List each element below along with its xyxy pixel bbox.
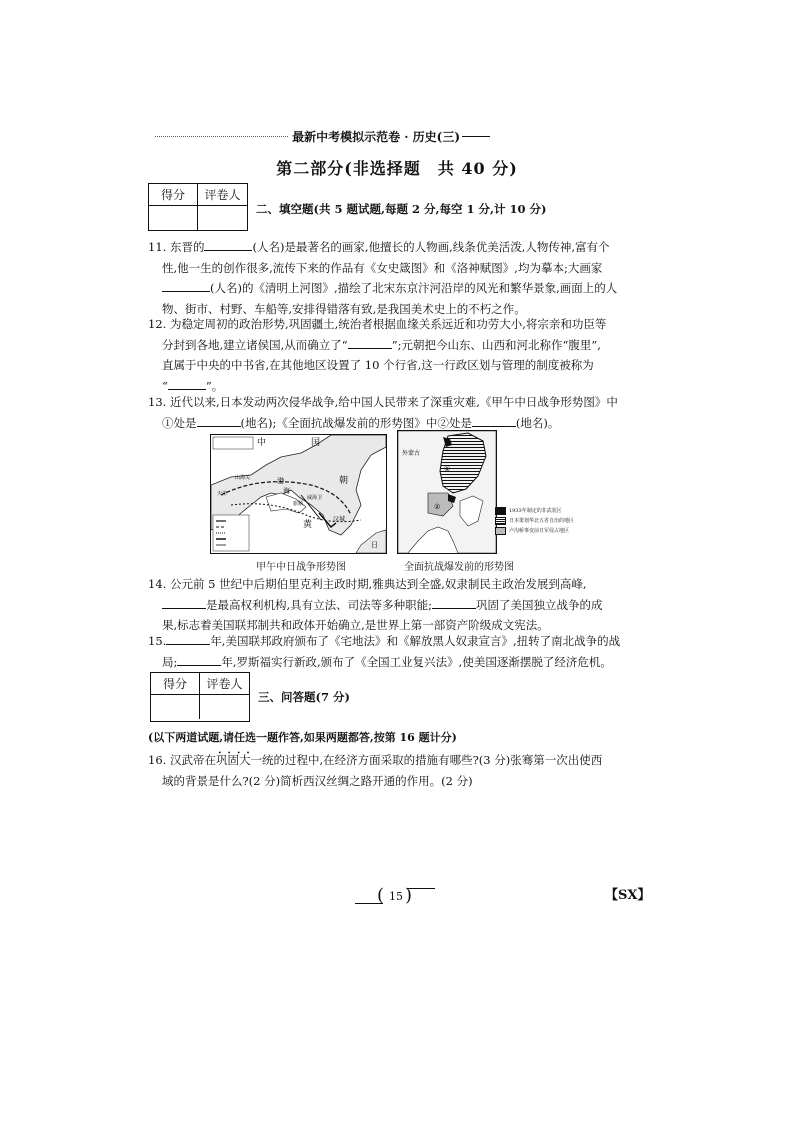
svg-text:②: ② xyxy=(434,503,441,511)
score-cell xyxy=(151,695,200,719)
answer-blank xyxy=(168,377,206,390)
answer-blank xyxy=(432,596,476,609)
score-label: 得分 xyxy=(149,184,198,206)
answer-blank xyxy=(204,238,252,251)
svg-text:旅顺: 旅顺 xyxy=(293,501,304,507)
header-dotted-rule xyxy=(155,136,288,137)
svg-text:天津: 天津 xyxy=(217,491,228,497)
svg-text:山海关: 山海关 xyxy=(235,475,251,481)
answer-blank xyxy=(472,414,516,427)
map1-caption: 甲午中日战争形势图 xyxy=(256,562,346,573)
score-box-part2 xyxy=(148,183,248,231)
svg-text:外蒙古: 外蒙古 xyxy=(402,450,421,457)
svg-text:汉城: 汉城 xyxy=(333,516,346,523)
svg-text:黄: 黄 xyxy=(303,520,313,530)
grader-label: 评卷人 xyxy=(198,184,247,206)
svg-text:威海卫: 威海卫 xyxy=(307,495,323,501)
answer-blank xyxy=(166,632,210,645)
svg-text:朝: 朝 xyxy=(339,476,349,486)
svg-text:中: 中 xyxy=(257,438,267,448)
question-16: 16. 汉武帝在巩固大一统 • • • •的过程中,在经济方面采取的措施有哪些?(3 分)张骞第一次出使西 域的背景是什么?(2 分)简析西汉丝绸之路开通的作用。(2 分) xyxy=(148,750,644,791)
page-header xyxy=(155,128,490,145)
question-12: 12. 为稳定周初的政治形势,巩固疆土,统治者根据血缘关系远近和功劳大小,将宗亲和功臣等 分封到各地,建立诸侯国,从而确立了“ ”;元朝把今山东、山西和河北称作“腹里”, 直属于中央的中书省,在其他地区设置了 10 个行省,这一行政区划与管理的制度被称为 “ ”。 xyxy=(148,317,607,393)
sino-japanese-war-map xyxy=(210,434,387,554)
svg-text:渤: 渤 xyxy=(277,477,284,485)
legend-item: 卢沟桥事变前日军侵占地区 xyxy=(495,526,574,536)
map2-drawing xyxy=(398,431,496,553)
question-15: 15. 年,美国联邦政府颁布了《宅地法》和《解放黑人奴隶宣言》,扭转了南北战争的战 局; 年,罗斯福实行新政,颁布了《全国工业复兴法》,使美国逐渐摆脱了经济危机。 xyxy=(148,634,621,669)
edition-code: 【SX】 xyxy=(605,888,651,903)
map2-caption: 全面抗战爆发前的形势图 xyxy=(404,562,514,573)
legend-item: 1933年制定的非武装区 xyxy=(495,506,574,516)
grader-cell xyxy=(198,206,247,230)
part3-heading: 三、问答题(7 分) xyxy=(258,690,350,704)
page-number: ( 15 ) xyxy=(355,885,435,907)
svg-text:海: 海 xyxy=(283,487,290,495)
answer-blank xyxy=(197,414,241,427)
emphasis-text: 巩固大一统 • • • • xyxy=(216,753,274,767)
legend-item: 日本策划华北五省自治的地区 xyxy=(495,516,574,526)
map1-drawing xyxy=(211,435,386,553)
svg-text:国: 国 xyxy=(311,438,321,448)
pre-war-situation-map xyxy=(397,430,497,554)
section-title: 第二部分(非选择题 共 40 分) xyxy=(276,159,518,178)
answer-blank xyxy=(348,336,392,349)
score-box-part3 xyxy=(150,672,250,722)
header-title: 最新中考模拟示范卷 · 历史(三) xyxy=(292,130,460,144)
answer-blank xyxy=(177,653,221,666)
answer-instruction: (以下两道试题,请任选一题作答,如果两题都答,按第 16 题计分) xyxy=(148,731,457,744)
grader-cell xyxy=(200,695,249,719)
map2-legend xyxy=(495,506,574,536)
part2-heading: 二、填空题(共 5 题试题,每题 2 分,每空 1 分,计 10 分) xyxy=(256,202,547,216)
score-cell xyxy=(149,206,198,230)
header-rule xyxy=(462,136,490,137)
answer-blank xyxy=(162,596,206,609)
question-13: 13. 近代以来,日本发动两次侵华战争,给中国人民带来了深重灾难,《甲午中日战争形势图》中 ①处是 (地名);《全面抗战爆发前的形势图》中②处是 (地名)。 xyxy=(148,395,618,430)
svg-text:日: 日 xyxy=(371,541,378,549)
question-11: 11. 东晋的 (人名)是最著名的画家,他擅长的人物画,线条优美活泼,人物传神,富有个 性,他一生的创作很多,流传下来的作品有《女史箴图》和《洛神赋图》,均为摹本;大画家 (人名)的《清明上河图》,描绘了北宋东京汴河沿岸的风光和繁华景象,画面上的人 物、街市、村野、车船等,安排得错落有致,是我国美术史上的不朽之作。 xyxy=(148,240,618,316)
svg-text:①: ① xyxy=(444,465,451,473)
grader-label: 评卷人 xyxy=(200,673,249,695)
question-14: 14. 公元前 5 世纪中后期伯里克利主政时期,雅典达到全盛,奴隶制民主政治发展到高峰, 是最高权利机构,具有立法、司法等多种职能; 巩固了美国独立战争的成 果,标志着美国联邦制共和政体开始确立,是世界上第一部资产阶级成文宪法。 xyxy=(148,577,603,632)
answer-blank xyxy=(162,279,210,292)
score-label: 得分 xyxy=(151,673,200,695)
